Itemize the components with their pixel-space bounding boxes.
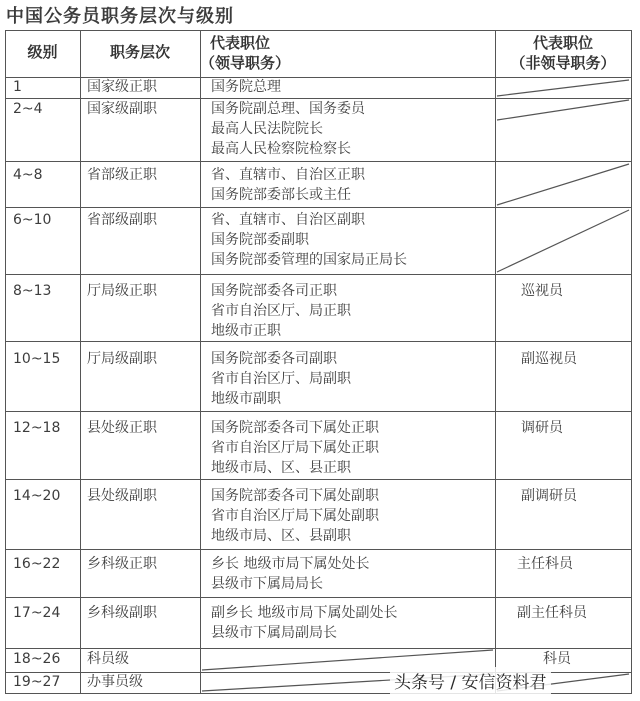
cell-level: 1 xyxy=(13,79,22,95)
cell-leader: 国务院部委管理的国家局正局长 xyxy=(211,252,407,268)
cell-nonleader: 巡视员 xyxy=(521,283,563,299)
cell-level: 14~20 xyxy=(13,488,61,504)
cell-leader: 地级市局、区、县副职 xyxy=(211,528,351,544)
header-level: 级别 xyxy=(27,43,58,61)
cell-rank: 乡科级正职 xyxy=(87,556,157,572)
header-rank: 职务层次 xyxy=(109,43,170,61)
cell-leader: 省市自治区厅局下属处副职 xyxy=(211,508,379,524)
cell-leader: 国务院部委各司下属处正职 xyxy=(211,420,379,436)
cell-nonleader: 副主任科员 xyxy=(517,605,587,621)
cell-rank: 省部级正职 xyxy=(87,167,157,183)
cell-leader: 最高人民检察院检察长 xyxy=(211,141,351,157)
cell-rank: 国家级正职 xyxy=(87,79,157,95)
cell-rank: 科员级 xyxy=(87,651,129,667)
header-nonleader-title: 代表职位 xyxy=(532,34,593,52)
cell-rank: 乡科级副职 xyxy=(87,605,157,621)
cell-leader: 省市自治区厅、局副职 xyxy=(211,371,351,387)
cell-leader: 最高人民法院院长 xyxy=(211,121,323,137)
cell-leader: 省、直辖市、自治区副职 xyxy=(211,212,365,228)
cell-leader: 地级市正职 xyxy=(211,323,281,339)
cell-leader: 乡长 地级市局下属处处长 xyxy=(211,556,370,572)
cell-level: 18~26 xyxy=(13,651,61,667)
cell-rank: 厅局级副职 xyxy=(87,351,157,367)
cell-leader: 副乡长 地级市局下属处副处长 xyxy=(211,605,398,621)
cell-rank: 省部级副职 xyxy=(87,212,157,228)
cell-rank: 厅局级正职 xyxy=(87,283,157,299)
cell-leader: 国务院部委各司正职 xyxy=(211,283,337,299)
cell-nonleader: 调研员 xyxy=(521,420,563,436)
cell-level: 19~27 xyxy=(13,674,61,690)
cell-level: 8~13 xyxy=(13,283,52,299)
rank-table xyxy=(5,30,632,694)
cell-level: 6~10 xyxy=(13,212,52,228)
header-leader-subtitle: （领导职务） xyxy=(200,54,291,72)
header-leader-title: 代表职位 xyxy=(210,34,271,52)
cell-level: 4~8 xyxy=(13,167,43,183)
cell-rank: 县处级副职 xyxy=(87,488,157,504)
cell-rank: 县处级正职 xyxy=(87,420,157,436)
cell-leader: 国务院部委部长或主任 xyxy=(211,187,351,203)
cell-level: 2~4 xyxy=(13,101,43,117)
cell-level: 12~18 xyxy=(13,420,61,436)
cell-level: 17~24 xyxy=(13,605,61,621)
cell-rank: 办事员级 xyxy=(87,674,143,690)
cell-nonleader: 副调研员 xyxy=(521,488,577,504)
cell-nonleader: 副巡视员 xyxy=(521,351,577,367)
cell-leader: 省市自治区厅局下属处正职 xyxy=(211,440,379,456)
cell-leader: 省、直辖市、自治区正职 xyxy=(211,167,365,183)
cell-nonleader: 科员 xyxy=(543,651,571,667)
watermark: 头条号 / 安信资料君 xyxy=(390,667,551,694)
header-nonleader-subtitle: （非领导职务） xyxy=(510,54,616,72)
cell-nonleader: 主任科员 xyxy=(517,556,573,572)
cell-leader: 国务院副总理、国务委员 xyxy=(211,101,365,117)
cell-leader: 省市自治区厅、局正职 xyxy=(211,303,351,319)
cell-level: 16~22 xyxy=(13,556,61,572)
cell-leader: 地级市局、区、县正职 xyxy=(211,460,351,476)
cell-level: 10~15 xyxy=(13,351,61,367)
cell-leader: 县级市下属局局长 xyxy=(211,576,323,592)
cell-leader: 国务院总理 xyxy=(211,79,281,95)
page-title: 中国公务员职务层次与级别 xyxy=(6,6,234,27)
cell-leader: 县级市下属局副局长 xyxy=(211,625,337,641)
cell-leader: 国务院部委各司副职 xyxy=(211,351,337,367)
cell-leader: 国务院部委副职 xyxy=(211,232,309,248)
cell-rank: 国家级副职 xyxy=(87,101,157,117)
cell-leader: 国务院部委各司下属处副职 xyxy=(211,488,379,504)
cell-leader: 地级市副职 xyxy=(211,391,281,407)
